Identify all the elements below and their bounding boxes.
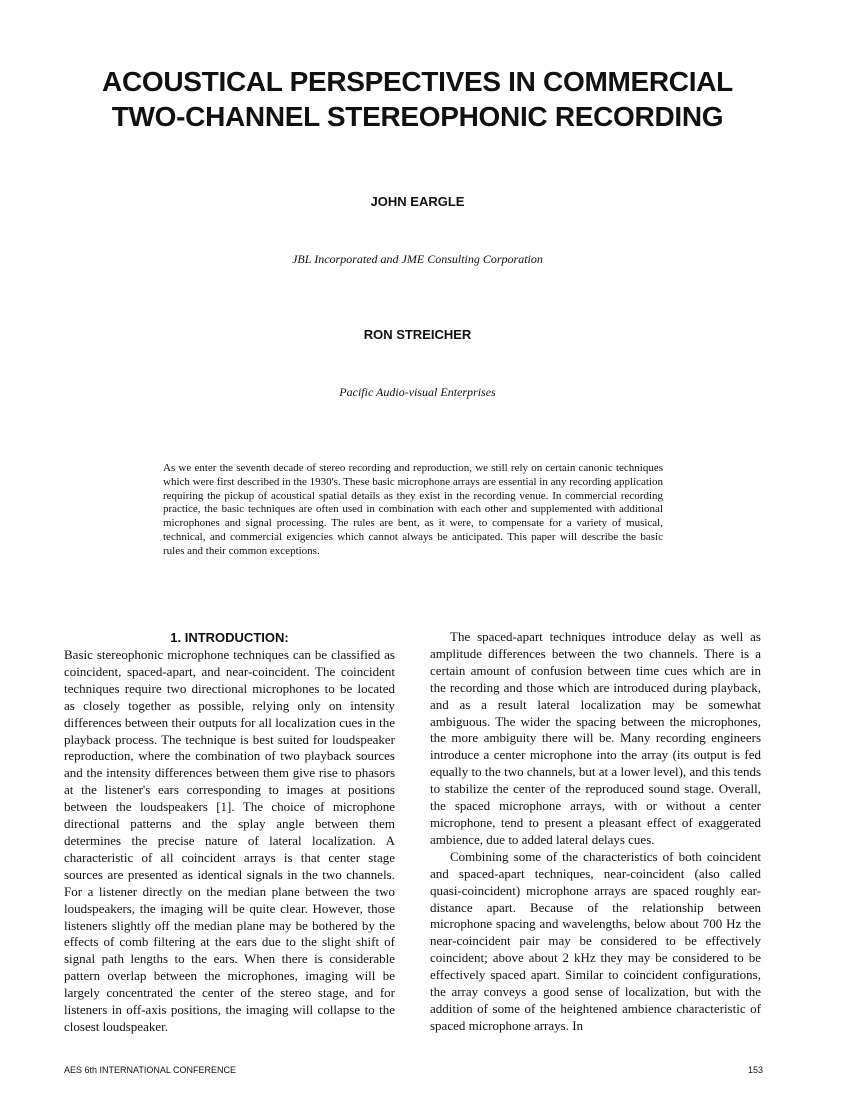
author-name: RON STREICHER	[363, 327, 472, 342]
title-line-1: ACOUSTICAL PERSPECTIVES IN COMMERCIAL	[102, 66, 733, 97]
body-paragraph: Combining some of the characteristics of both coincident and spaced-apart techniques, near-coincident (also called quasi-coincident) microphone arrays are spaced roughly ear-distance apart. Because of the relationship between microphone spacing and wavelengths, below about 700 Hz the near-coincident pair may be considered to be effectively coincident; above about 2 kHz they may be considered to be effectively spaced apart. Similar to coincident configurations, the array conveys a good sense of localization, but with the addition of some of the heightened ambience characteristic of spaced microphone arrays. In	[430, 848, 761, 1033]
author-name: JOHN EARGLE	[370, 194, 465, 209]
body-paragraph: Basic stereophonic microphone techniques can be classified as coincident, spaced-apart, and near-coincident. The coincident techniques require two directional microphones to be located as closely together as possible, relying only on intensity differences between their outputs for all localization cues in the playback process. The technique is best suited for loudspeaker reproduction, where the combination of two playback sources and the intensity differences between them give rise to phasors at the listener's ears corresponding to images at positions between the loudspeakers [1]. The choice of microphone directional patterns and the splay angle between them determines the precise nature of lateral localization. A characteristic of all coincident arrays is that center stage sources are presented as identical signals in the two channels. For a listener directly on the median plane between the two loudspeakers, the imaging will be quite clear. However, those listeners slightly off the median plane may be bothered by the effects of comb filtering at the ears due to the slight shift of signal path lengths to the ears. When there is considerable pattern overlap between the microphones, imaging will be largely concentrated the center of the stereo stage, and for listeners in off-axis positions, the imaging will collapse to the closest loudspeaker.	[64, 647, 395, 1034]
page-number: 153	[748, 1065, 764, 1075]
paper-title	[0, 64, 835, 134]
title-line-2: TWO-CHANNEL STEREOPHONIC RECORDING	[111, 101, 724, 132]
author-affiliation: JBL Incorporated and JME Consulting Corporation	[292, 252, 543, 266]
author-affiliation: Pacific Audio-visual Enterprises	[339, 385, 496, 399]
right-column	[430, 629, 761, 1035]
left-column	[64, 629, 395, 1036]
body-paragraph: The spaced-apart techniques introduce delay as well as amplitude differences between the two channels. There is a certain amount of confusion between time cues which are in the recording and those which are introduced during playback, and as a result lateral localization may be somewhat ambiguous. The wider the spacing between the microphones, the more ambiguity there will be. Many recording engineers introduce a center microphone into the array (its output is fed equally to the two channels, but at a lower level), and this tends to stabilize the center of the reproduced sound stage. Overall, the spaced microphone arrays, with or without a center microphone, tend to present a pleasant effect of exaggerated ambience, due to added lateral delays cues.	[430, 629, 761, 847]
section-heading: 1. INTRODUCTION:	[170, 630, 289, 645]
abstract: As we enter the seventh decade of stereo recording and reproduction, we still rely on certain canonic techniques which were first described in the 1930's. These basic microphone arrays are essential in any recording application requiring the pickup of acoustical spatial details as they exist in the recording venue. In commercial recording practice, the basic techniques are often used in combination with each other and supplemented with additional microphones and signal processing. The rules are bent, as it were, to compensate for a variety of musical, technical, and commercial exigencies which cannot always be anticipated. This paper will describe the basic rules and their common exceptions.	[163, 462, 663, 557]
footer-conference: AES 6th INTERNATIONAL CONFERENCE	[64, 1065, 237, 1075]
